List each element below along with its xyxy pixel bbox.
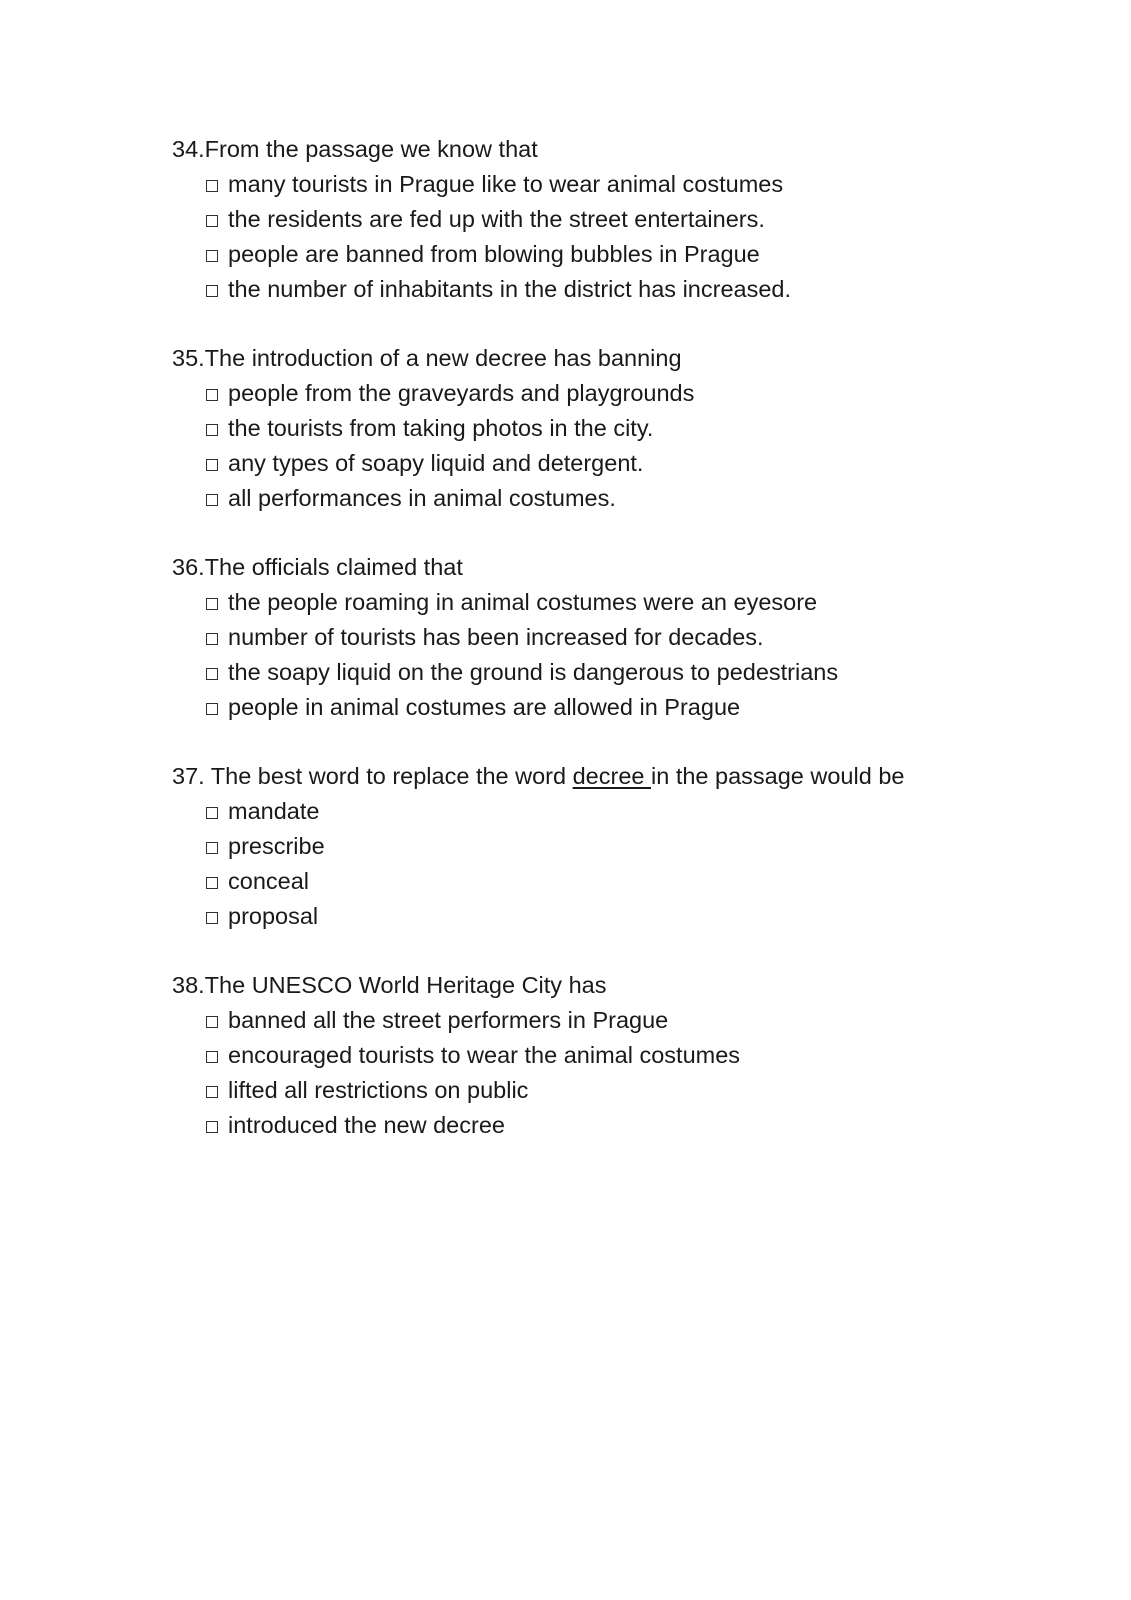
question-36 (172, 550, 1072, 725)
question-stem: 35.The introduction of a new decree has banning (172, 345, 682, 371)
answer-option[interactable] (206, 690, 1072, 725)
answer-option[interactable] (206, 655, 1072, 690)
question-38 (172, 968, 1072, 1143)
option-list (172, 1003, 1072, 1143)
answer-option[interactable] (206, 794, 1072, 829)
option-list (172, 794, 1072, 934)
checkbox-icon[interactable] (206, 459, 218, 471)
checkbox-icon[interactable] (206, 250, 218, 262)
question-34 (172, 132, 1072, 307)
answer-option[interactable] (206, 446, 1072, 481)
option-text: the number of inhabitants in the district has increased. (228, 276, 792, 302)
answer-option[interactable] (206, 481, 1072, 516)
option-text: people are banned from blowing bubbles in Prague (228, 241, 760, 267)
answer-option[interactable] (206, 829, 1072, 864)
option-text: proposal (228, 903, 319, 929)
option-text: conceal (228, 868, 309, 894)
answer-option[interactable] (206, 585, 1072, 620)
option-list (172, 585, 1072, 725)
answer-option[interactable] (206, 1038, 1072, 1073)
checkbox-icon[interactable] (206, 1121, 218, 1133)
answer-option[interactable] (206, 202, 1072, 237)
checkbox-icon[interactable] (206, 633, 218, 645)
checkbox-icon[interactable] (206, 494, 218, 506)
checkbox-icon[interactable] (206, 1086, 218, 1098)
option-text: many tourists in Prague like to wear animal costumes (228, 171, 784, 197)
option-text: people in animal costumes are allowed in Prague (228, 694, 741, 720)
option-text: the residents are fed up with the street entertainers. (228, 206, 765, 232)
question-35 (172, 341, 1072, 516)
option-text: prescribe (228, 833, 325, 859)
worksheet-page (172, 132, 1072, 1177)
answer-option[interactable] (206, 864, 1072, 899)
answer-option[interactable] (206, 167, 1072, 202)
option-text: lifted all restrictions on public (228, 1077, 529, 1103)
answer-option[interactable] (206, 411, 1072, 446)
option-text: mandate (228, 798, 320, 824)
answer-option[interactable] (206, 1108, 1072, 1143)
answer-option[interactable] (206, 899, 1072, 934)
stem-text-before: 37. The best word to replace the word (172, 763, 573, 789)
checkbox-icon[interactable] (206, 215, 218, 227)
checkbox-icon[interactable] (206, 180, 218, 192)
checkbox-icon[interactable] (206, 807, 218, 819)
stem-text-after: in the passage would be (651, 763, 905, 789)
checkbox-icon[interactable] (206, 1016, 218, 1028)
option-list (172, 376, 1072, 516)
checkbox-icon[interactable] (206, 1051, 218, 1063)
option-text: any types of soapy liquid and detergent. (228, 450, 644, 476)
checkbox-icon[interactable] (206, 842, 218, 854)
answer-option[interactable] (206, 272, 1072, 307)
answer-option[interactable] (206, 376, 1072, 411)
option-text: the tourists from taking photos in the city. (228, 415, 654, 441)
answer-option[interactable] (206, 620, 1072, 655)
option-text: banned all the street performers in Prague (228, 1007, 669, 1033)
question-stem: 38.The UNESCO World Heritage City has (172, 972, 607, 998)
option-list (172, 167, 1072, 307)
checkbox-icon[interactable] (206, 598, 218, 610)
checkbox-icon[interactable] (206, 424, 218, 436)
answer-option[interactable] (206, 1073, 1072, 1108)
option-text: all performances in animal costumes. (228, 485, 616, 511)
checkbox-icon[interactable] (206, 877, 218, 889)
option-text: encouraged tourists to wear the animal costumes (228, 1042, 741, 1068)
option-text: the people roaming in animal costumes were an eyesore (228, 589, 818, 615)
question-stem (172, 759, 1072, 794)
checkbox-icon[interactable] (206, 912, 218, 924)
checkbox-icon[interactable] (206, 285, 218, 297)
checkbox-icon[interactable] (206, 703, 218, 715)
option-text: introduced the new decree (228, 1112, 505, 1138)
question-stem: 36.The officials claimed that (172, 554, 463, 580)
option-text: number of tourists has been increased for decades. (228, 624, 764, 650)
question-stem: 34.From the passage we know that (172, 136, 538, 162)
option-text: people from the graveyards and playgrounds (228, 380, 695, 406)
answer-option[interactable] (206, 237, 1072, 272)
answer-option[interactable] (206, 1003, 1072, 1038)
question-37 (172, 759, 1072, 934)
checkbox-icon[interactable] (206, 389, 218, 401)
checkbox-icon[interactable] (206, 668, 218, 680)
option-text: the soapy liquid on the ground is dangerous to pedestrians (228, 659, 839, 685)
underlined-word: decree (572, 763, 651, 789)
